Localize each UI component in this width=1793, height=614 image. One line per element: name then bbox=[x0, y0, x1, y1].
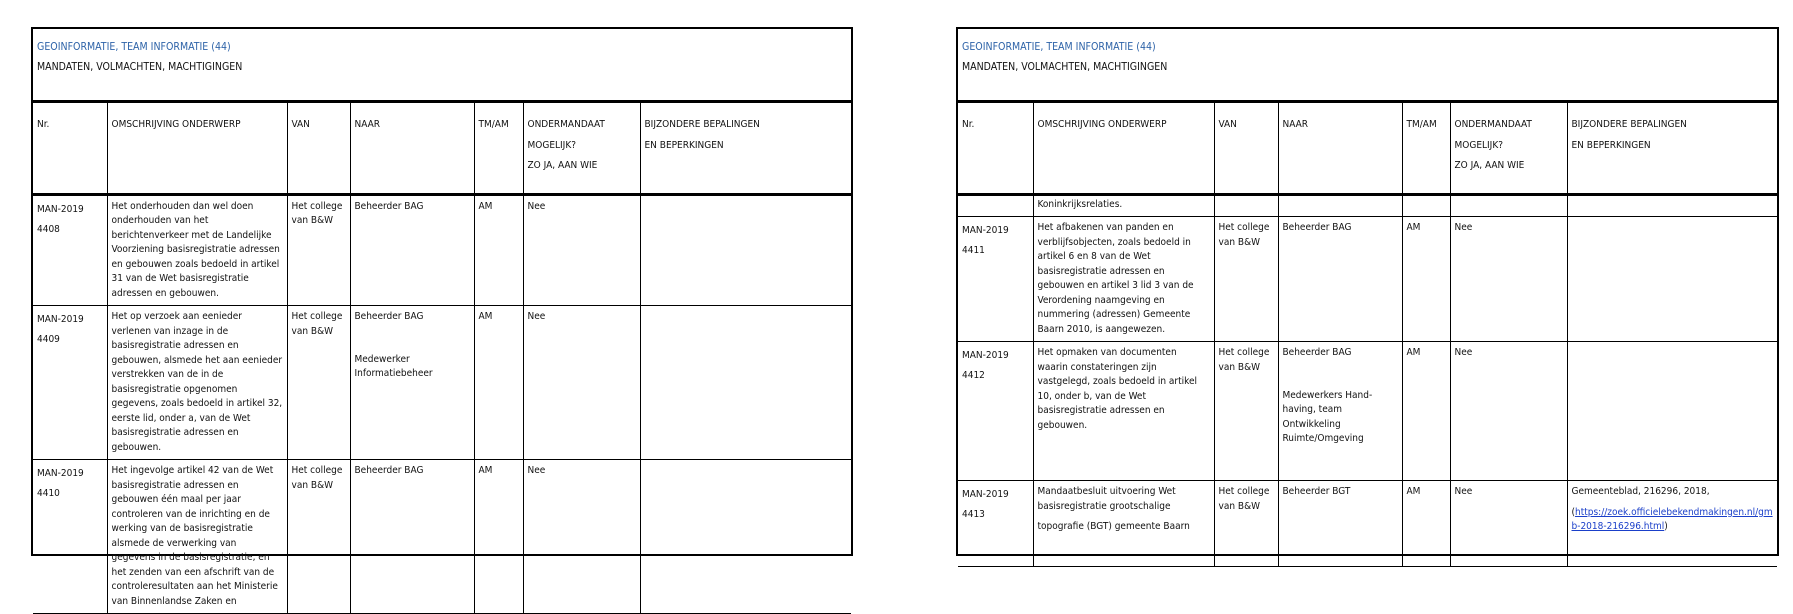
naar-line: Beheerder BAG bbox=[354, 465, 424, 476]
cell-omschrijving: Het afbakenen van panden en verblijfsobjecten, zoals bedoeld in artikel 6 en 8 van de Wet basisregistratie adressen en gebouwen en artikel 3 lid 3 van de Verordening naamgeving en nummering (adressen) Gemeente Baarn 2010, is aangewezen. bbox=[1033, 217, 1214, 342]
header-line: MOGELIJK? bbox=[527, 139, 576, 151]
header-line: BIJZONDERE BEPALINGEN bbox=[644, 119, 760, 130]
header-line: ZO JA, AAN WIE bbox=[527, 160, 598, 171]
header-line: ZO JA, AAN WIE bbox=[1454, 160, 1525, 171]
header-ondermandaat bbox=[1450, 103, 1567, 194]
gemeenteblad-link[interactable]: https://zoek.officielebekendmakingen.nl/gmb-2018-216296.html bbox=[1571, 506, 1773, 532]
nr-line: 4408 bbox=[37, 223, 60, 235]
cell-naar bbox=[350, 194, 474, 306]
cell-naar bbox=[1278, 217, 1402, 342]
nr-line: MAN-2019 bbox=[37, 314, 84, 325]
header-tmam: TM/AM bbox=[474, 103, 523, 194]
cell-omschrijving: Het op verzoek aan eenieder verlenen van inzage in de basisregistratie adressen en gebouwen, alsmede het aan eenieder verstrekken van de in de basisregistratie opgenomen gegevens, zoals bedoeld in artikel 32, eerste lid, onder a, van de Wet basisregistratie adressen en gebouwen. bbox=[107, 306, 287, 460]
page-title: GEOINFORMATIE, TEAM INFORMATIE (44) bbox=[37, 41, 231, 53]
table-row bbox=[33, 460, 851, 614]
page-subtitle: MANDATEN, VOLMACHTEN, MACHTIGINGEN bbox=[37, 61, 243, 73]
cell-van: Het college van B&W bbox=[1214, 217, 1278, 342]
cell-bijzondere bbox=[1567, 217, 1777, 342]
header-tmam: TM/AM bbox=[1402, 103, 1450, 194]
page-title: GEOINFORMATIE, TEAM INFORMATIE (44) bbox=[962, 41, 1156, 53]
table-row bbox=[958, 342, 1777, 481]
cell-omschrijving: Het ingevolge artikel 42 van de Wet basisregistratie adressen en gebouwen één maal per jaar controleren van de inrichting en de werking van de basisregistratie alsmede de verwerking van gegevens in de basisregistratie, en het zenden van een afschrift van de controleresultaten aan het Ministerie van Binnenlandse Zaken en bbox=[107, 460, 287, 614]
cell-van: Het college van B&W bbox=[287, 460, 350, 614]
cell-omschrijving bbox=[1033, 481, 1214, 567]
cell-ondermandaat: Nee bbox=[523, 306, 640, 460]
nr-line: 4411 bbox=[962, 245, 985, 256]
table-header-row bbox=[958, 103, 1777, 194]
naar-line: Beheerder BAG bbox=[1282, 222, 1352, 233]
header-nr: Nr. bbox=[958, 103, 1033, 194]
cell-omschrijving: Koninkrijksrelaties. bbox=[1033, 194, 1214, 217]
cell-ondermandaat: Nee bbox=[1450, 342, 1567, 481]
header-line: BIJZONDERE BEPALINGEN bbox=[1571, 119, 1687, 130]
cell-bijzondere bbox=[1567, 342, 1777, 481]
nr-line: 4412 bbox=[962, 370, 985, 381]
header-line: EN BEPERKINGEN bbox=[1571, 139, 1651, 151]
page-header bbox=[33, 29, 851, 103]
table-row bbox=[33, 194, 851, 306]
nr-line: MAN-2019 bbox=[37, 468, 84, 479]
page-subtitle: MANDATEN, VOLMACHTEN, MACHTIGINGEN bbox=[962, 61, 1168, 73]
cell-naar: Beheerder BGT bbox=[1278, 481, 1402, 567]
cell-nr bbox=[958, 481, 1033, 567]
document-page-right bbox=[956, 27, 1779, 556]
cell-ondermandaat: Nee bbox=[523, 460, 640, 614]
cell-ondermandaat: Nee bbox=[523, 194, 640, 306]
header-naar: NAAR bbox=[1278, 103, 1402, 194]
cell-tmam: AM bbox=[1402, 217, 1450, 342]
omschrijving-line: Mandaatbesluit uitvoering Wet basisregistratie grootschalige bbox=[1037, 486, 1176, 512]
header-omschrijving: OMSCHRIJVING ONDERWERP bbox=[1033, 103, 1214, 194]
naar-line: Medewerker Informatiebeheer bbox=[354, 353, 433, 379]
table-row-continuation bbox=[958, 194, 1777, 217]
cell-ondermandaat: Nee bbox=[1450, 217, 1567, 342]
cell-van: Het college van B&W bbox=[287, 194, 350, 306]
cell-van: Het college van B&W bbox=[1214, 481, 1278, 567]
header-line: MOGELIJK? bbox=[1454, 139, 1503, 151]
cell-tmam: AM bbox=[474, 460, 523, 614]
paren-close: ) bbox=[1664, 521, 1668, 532]
cell-tmam: AM bbox=[1402, 342, 1450, 481]
nr-line: MAN-2019 bbox=[962, 489, 1009, 500]
header-naar: NAAR bbox=[350, 103, 474, 194]
cell-bijzondere bbox=[640, 306, 851, 460]
header-line: ONDERMANDAAT bbox=[1454, 119, 1532, 130]
naar-line: Beheerder BAG bbox=[1282, 347, 1352, 358]
paren-open: ( bbox=[1571, 506, 1576, 518]
nr-line: 4410 bbox=[37, 488, 60, 499]
naar-line: Beheerder BAG bbox=[354, 200, 424, 212]
naar-line: Medewerkers Hand-having, team Ontwikkeling Ruimte/Omgeving bbox=[1282, 389, 1373, 444]
cell-naar bbox=[1278, 342, 1402, 481]
omschrijving-line: topografie (BGT) gemeente Baarn bbox=[1037, 521, 1190, 532]
cell-bijzondere bbox=[1567, 481, 1777, 567]
nr-line: MAN-2019 bbox=[37, 203, 84, 215]
header-bijzondere bbox=[640, 103, 851, 194]
document-page-left bbox=[31, 27, 853, 607]
cell-van: Het college van B&W bbox=[1214, 342, 1278, 481]
nr-line: 4409 bbox=[37, 334, 60, 345]
header-line: EN BEPERKINGEN bbox=[644, 139, 724, 151]
nr-line: MAN-2019 bbox=[962, 225, 1009, 236]
header-van: VAN bbox=[1214, 103, 1278, 194]
cell-nr bbox=[33, 460, 107, 614]
cell-ondermandaat: Nee bbox=[1450, 481, 1567, 567]
cell-tmam: AM bbox=[1402, 481, 1450, 567]
cell-nr bbox=[33, 306, 107, 460]
table-row bbox=[958, 481, 1777, 567]
header-van: VAN bbox=[287, 103, 350, 194]
page-header bbox=[958, 29, 1777, 103]
header-ondermandaat bbox=[523, 103, 640, 194]
gemeenteblad-reference: Gemeenteblad, 216296, 2018, bbox=[1571, 486, 1710, 497]
cell-nr bbox=[33, 194, 107, 306]
mandate-table bbox=[958, 103, 1777, 567]
mandate-table bbox=[33, 103, 851, 614]
cell-omschrijving: Het opmaken van documenten waarin constateringen zijn vastgelegd, zoals bedoeld in artikel 10, onder b, van de Wet basisregistratie adressen en gebouwen. bbox=[1033, 342, 1214, 481]
header-omschrijving: OMSCHRIJVING ONDERWERP bbox=[107, 103, 287, 194]
header-line: ONDERMANDAAT bbox=[527, 119, 605, 130]
nr-line: 4413 bbox=[962, 509, 985, 520]
naar-line: Beheerder BAG bbox=[354, 311, 424, 322]
cell-naar bbox=[350, 306, 474, 460]
cell-bijzondere bbox=[640, 194, 851, 306]
cell-tmam: AM bbox=[474, 194, 523, 306]
cell-tmam: AM bbox=[474, 306, 523, 460]
cell-nr bbox=[958, 342, 1033, 481]
table-header-row bbox=[33, 103, 851, 194]
table-row bbox=[33, 306, 851, 460]
header-bijzondere bbox=[1567, 103, 1777, 194]
cell-nr bbox=[958, 217, 1033, 342]
cell-van: Het college van B&W bbox=[287, 306, 350, 460]
cell-naar bbox=[350, 460, 474, 614]
cell-omschrijving: Het onderhouden dan wel doen onderhouden van het berichtenverkeer met de Landelijke Voorziening basisregistratie adressen en gebouwen zoals bedoeld in artikel 31 van de Wet basisregistratie adressen en gebouwen. bbox=[107, 194, 287, 306]
nr-line: MAN-2019 bbox=[962, 350, 1009, 361]
cell-bijzondere bbox=[640, 460, 851, 614]
header-nr: Nr. bbox=[33, 103, 107, 194]
table-row bbox=[958, 217, 1777, 342]
